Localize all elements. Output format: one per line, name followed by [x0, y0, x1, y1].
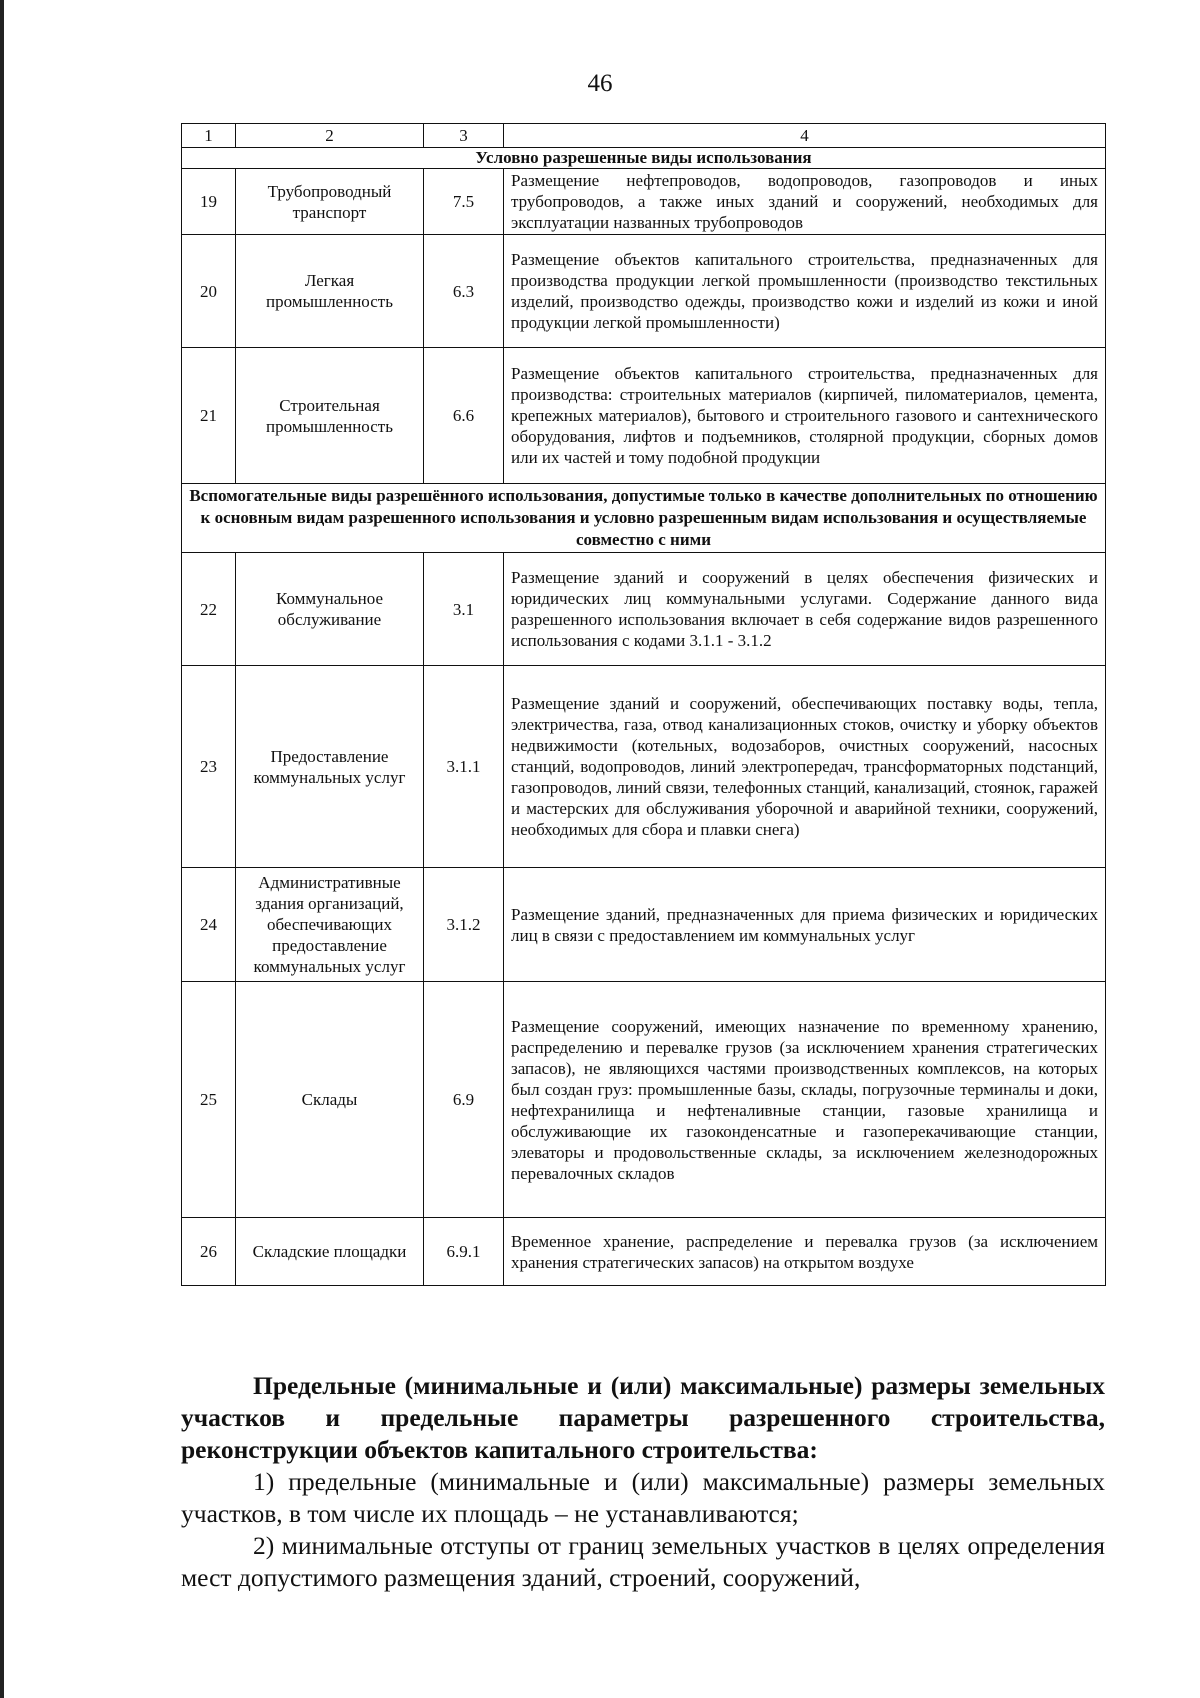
table-row	[182, 169, 1106, 235]
row-use-description: Размещение сооружений, имеющих назначение по временному хранению, распределению и перевалке грузов (за исключением хранения стратегических запасов), не являющихся частями производственных комплексов, на которых был создан груз: промышленные базы, склады, погрузочные терминалы и доки, нефтехранилища и нефтеналивные станции, газовые хранилища и обслуживающие их газоконденсатные и газоперекачивающие станции, элеваторы и продовольственные склады, за исключением железнодорожных перевалочных складов	[504, 982, 1106, 1218]
row-number: 26	[182, 1218, 236, 1286]
land-use-table	[181, 123, 1106, 1286]
table-row	[182, 982, 1106, 1218]
section-row-conditional	[182, 148, 1106, 169]
row-use-name: Легкая промышленность	[236, 235, 424, 348]
row-use-description: Временное хранение, распределение и перевалка грузов (за исключением хранения стратегических запасов) на открытом воздухе	[504, 1218, 1106, 1286]
scan-edge	[0, 0, 4, 1698]
row-number: 23	[182, 666, 236, 868]
row-number: 21	[182, 348, 236, 484]
parameters-heading: Предельные (минимальные и (или) максимальные) размеры земельных участков и предельные параметры разрешенного строительства, реконструкции объектов капитального строительства:	[181, 1371, 1105, 1464]
row-use-name: Предоставление коммунальных услуг	[236, 666, 424, 868]
paragraph-item-2: 2) минимальные отступы от границ земельных участков в целях определения мест допустимого размещения зданий, строений, сооружений,	[181, 1531, 1105, 1592]
row-use-name: Складские площадки	[236, 1218, 424, 1286]
body-text	[181, 1370, 1105, 1594]
row-use-description: Размещение нефтепроводов, водопроводов, газопроводов и иных трубопроводов, а также иных зданий и сооружений, необходимых для эксплуатации названных трубопроводов	[504, 169, 1106, 235]
row-use-code: 7.5	[424, 169, 504, 235]
paragraph-item-1: 1) предельные (минимальные и (или) максимальные) размеры земельных участков, в том числе их площадь – не устанавливаются;	[181, 1467, 1105, 1528]
row-use-name: Административные здания организаций, обеспечивающих предоставление коммунальных услуг	[236, 868, 424, 982]
section-title-auxiliary: Вспомогательные виды разрешённого использования, допустимые только в качестве дополнительных по отношению к основным видам разрешенного использования и условно разрешенным видам использования и осуществляемые совместно с ними	[182, 484, 1106, 553]
row-number: 20	[182, 235, 236, 348]
table-row	[182, 348, 1106, 484]
row-use-description: Размещение объектов капитального строительства, предназначенных для производства продукции легкой промышленности (производство текстильных изделий, производство одежды, производство кожи и изделий из кожи и иной продукции легкой промышленности)	[504, 235, 1106, 348]
row-use-code: 6.3	[424, 235, 504, 348]
section-title-conditional: Условно разрешенные виды использования	[182, 148, 1106, 169]
row-use-code: 3.1.1	[424, 666, 504, 868]
row-number: 25	[182, 982, 236, 1218]
row-use-name: Трубопроводный транспорт	[236, 169, 424, 235]
row-use-description: Размещение зданий, предназначенных для приема физических и юридических лиц в связи с предоставлением им коммунальных услуг	[504, 868, 1106, 982]
table-header-row	[182, 124, 1106, 148]
row-use-name: Коммунальное обслуживание	[236, 553, 424, 666]
row-use-code: 6.9	[424, 982, 504, 1218]
row-use-code: 3.1	[424, 553, 504, 666]
table-row	[182, 666, 1106, 868]
header-col-4: 4	[504, 124, 1106, 148]
table-row	[182, 235, 1106, 348]
row-use-code: 6.9.1	[424, 1218, 504, 1286]
row-number: 24	[182, 868, 236, 982]
row-use-description: Размещение объектов капитального строительства, предназначенных для производства: строительных материалов (кирпичей, пиломатериалов, цемента, крепежных материалов), бытового и строительного газового и сантехнического оборудования, лифтов и подъемников, столярной продукции, сборных домов или их частей и тому подобной продукции	[504, 348, 1106, 484]
table-row	[182, 553, 1106, 666]
header-col-2: 2	[236, 124, 424, 148]
row-number: 22	[182, 553, 236, 666]
row-use-name: Строительная промышленность	[236, 348, 424, 484]
row-number: 19	[182, 169, 236, 235]
table-row	[182, 1218, 1106, 1286]
page-number: 46	[587, 70, 613, 97]
header-col-1: 1	[182, 124, 236, 148]
row-use-code: 6.6	[424, 348, 504, 484]
row-use-description: Размещение зданий и сооружений, обеспечивающих поставку воды, тепла, электричества, газа, отвод канализационных стоков, очистку и уборку объектов недвижимости (котельных, водозаборов, очистных сооружений, насосных станций, водопроводов, линий электропередач, трансформаторных подстанций, газопроводов, линий связи, телефонных станций, канализаций, стоянок, гаражей и мастерских для обслуживания уборочной и аварийной техники, сооружений, необходимых для сбора и плавки снега)	[504, 666, 1106, 868]
row-use-name: Склады	[236, 982, 424, 1218]
header-col-3: 3	[424, 124, 504, 148]
row-use-description: Размещение зданий и сооружений в целях обеспечения физических и юридических лиц коммунальными услугами. Содержание данного вида разрешенного использования включает в себя содержание видов разрешенного использования с кодами 3.1.1 - 3.1.2	[504, 553, 1106, 666]
table-row	[182, 868, 1106, 982]
row-use-code: 3.1.2	[424, 868, 504, 982]
section-row-auxiliary	[182, 484, 1106, 553]
